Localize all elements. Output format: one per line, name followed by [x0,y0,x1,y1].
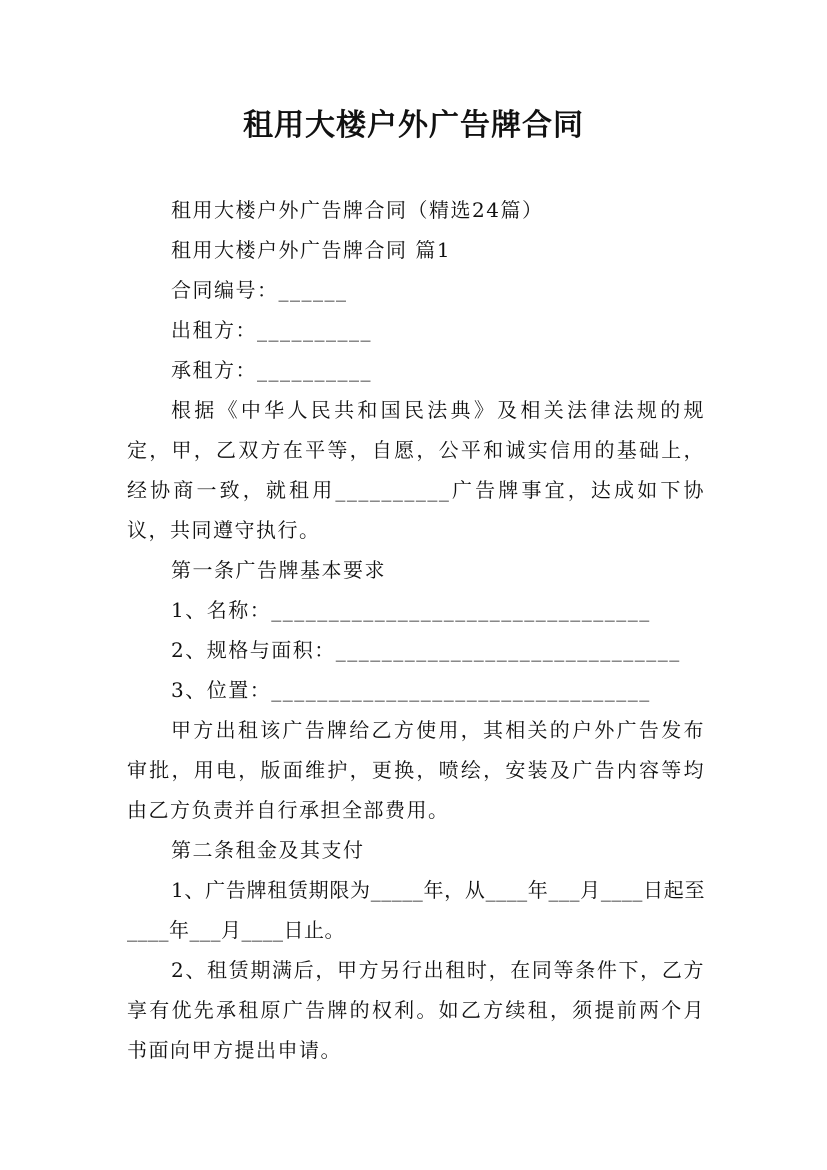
lessor-line: 出租方：__________ [171,318,372,342]
article-heading: 第二条租金及其支付 [171,838,365,862]
document-title: 租用大楼户外广告牌合同 [243,108,584,143]
subtitle-paragraph: 租用大楼户外广告牌合同（精选24篇） [171,198,544,222]
section-heading: 租用大楼户外广告牌合同 篇1 [171,238,452,262]
article-heading: 第一条广告牌基本要求 [171,558,386,582]
lessee-line: 承租方：__________ [171,358,372,382]
contract-number-line: 合同编号：______ [171,278,348,302]
responsibility-paragraph: 甲方出租该广告牌给乙方使用，其相关的户外广告发布审批，用电，版面维护，更换，喷绘，安装及广告内容等均由乙方负责并自行承担全部费用。 [127,718,705,822]
name-line: 1、名称：_________________________________ [171,598,651,622]
preamble-paragraph: 根据《中华人民共和国民法典》及相关法律法规的规定，甲，乙双方在平等，自愿，公平和诚实信用的基础上，经协商一致，就租用__________广告牌事宜，达成如下协议，共同遵守执行。 [127,398,705,542]
renewal-paragraph: 2、租赁期满后，甲方另行出租时，在同等条件下，乙方享有优先承租原广告牌的权利。如乙方续租，须提前两个月书面向甲方提出申请。 [127,958,705,1062]
size-line: 2、规格与面积：______________________________ [171,638,681,662]
document-body [127,190,705,1070]
term-paragraph: 1、广告牌租赁期限为_____年，从____年___月____日起至____年___月____日止。 [127,878,705,942]
location-line: 3、位置：_________________________________ [171,678,651,702]
